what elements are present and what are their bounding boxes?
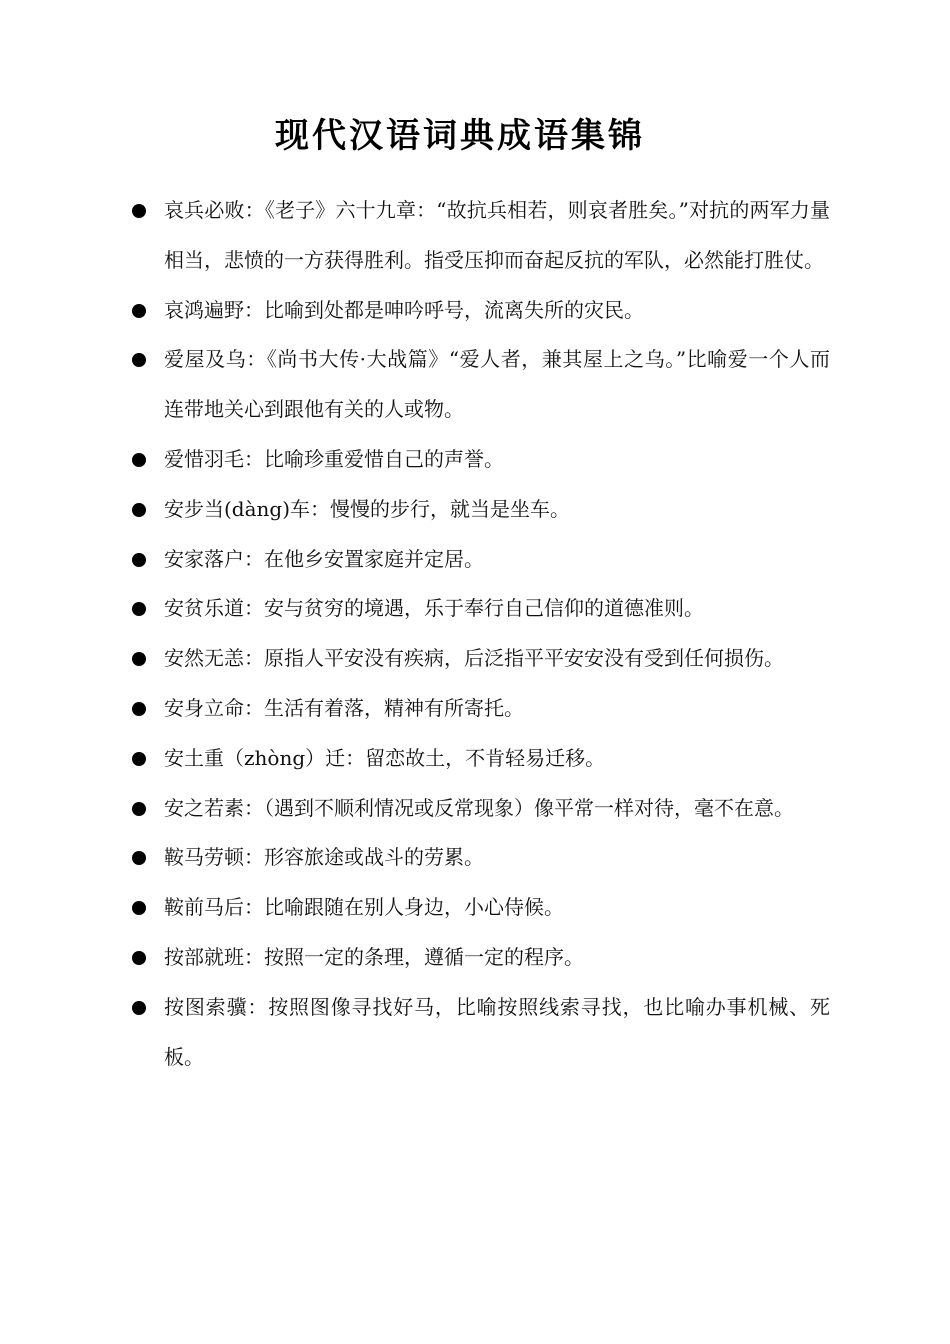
- entry-text: 鞍马劳顿：形容旅途或战斗的劳累。: [164, 845, 484, 870]
- list-item: [130, 784, 830, 834]
- bullet-icon: [132, 901, 146, 915]
- entry-text: 按部就班：按照一定的条理，遵循一定的程序。: [164, 944, 584, 969]
- list-item: [130, 584, 830, 634]
- bullet-icon: [132, 503, 146, 517]
- bullet-icon: [132, 1001, 146, 1015]
- bullet-icon: [132, 752, 146, 766]
- entry-text: 安贫乐道：安与贫穷的境遇，乐于奉行自己信仰的道德准则。: [164, 596, 704, 621]
- bullet-icon: [132, 453, 146, 467]
- entry-text: 按图索骥：按照图像寻找好马，比喻按照线索寻找，也比喻办事机械、死板。: [164, 994, 830, 1069]
- entry-text: 安然无恙：原指人平安没有疾病，后泛指平平安安没有受到任何损伤。: [164, 646, 784, 671]
- list-item: [130, 535, 830, 585]
- entry-text: 鞍前马后：比喻跟随在别人身边，小心侍候。: [164, 895, 564, 920]
- list-item: [130, 833, 830, 883]
- entry-text: 爱屋及乌：《尚书大传·大战篇》“爱人者，兼其屋上之乌。”比喻爱一个人而连带地关心到跟他有关的人或物。: [164, 347, 830, 422]
- bullet-icon: [132, 304, 146, 318]
- entry-text: 哀鸿遍野：比喻到处都是呻吟呼号，流离失所的灾民。: [164, 297, 644, 322]
- bullet-icon: [132, 602, 146, 616]
- list-item: [130, 883, 830, 933]
- entry-text: 安步当(dàng)车：慢慢的步行，就当是坐车。: [164, 496, 571, 521]
- list-item: [130, 684, 830, 734]
- bullet-icon: [132, 951, 146, 965]
- entry-text: 哀兵必败：《老子》六十九章：“故抗兵相若，则哀者胜矣。”对抗的两军力量相当，悲愤的一方获得胜利。指受压抑而奋起反抗的军队，必然能打胜仗。: [164, 198, 830, 272]
- list-item: [130, 734, 830, 784]
- bullet-icon: [132, 652, 146, 666]
- entry-text: 爱惜羽毛：比喻珍重爱惜自己的声誉。: [164, 446, 504, 471]
- entry-text: 安家落户：在他乡安置家庭并定居。: [164, 546, 484, 571]
- idiom-list: [130, 186, 830, 1082]
- bullet-icon: [132, 702, 146, 716]
- page-title: 现代汉语词典成语集锦: [275, 116, 645, 156]
- entry-text: 安之若素：（遇到不顺利情况或反常现象）像平常一样对待，毫不在意。: [164, 795, 794, 820]
- list-item: [130, 634, 830, 684]
- list-item: [130, 933, 830, 983]
- bullet-icon: [132, 353, 146, 367]
- bullet-icon: [132, 553, 146, 567]
- bullet-icon: [132, 851, 146, 865]
- list-item: [130, 485, 830, 535]
- list-item: [130, 335, 830, 435]
- entry-text: 安土重（zhòng）迁：留恋故土，不肯轻易迁移。: [164, 745, 606, 770]
- bullet-icon: [132, 802, 146, 816]
- list-item: [130, 186, 830, 286]
- bullet-icon: [132, 204, 146, 218]
- list-item: [130, 983, 830, 1083]
- list-item: [130, 286, 830, 336]
- entry-text: 安身立命：生活有着落，精神有所寄托。: [164, 695, 524, 720]
- list-item: [130, 435, 830, 485]
